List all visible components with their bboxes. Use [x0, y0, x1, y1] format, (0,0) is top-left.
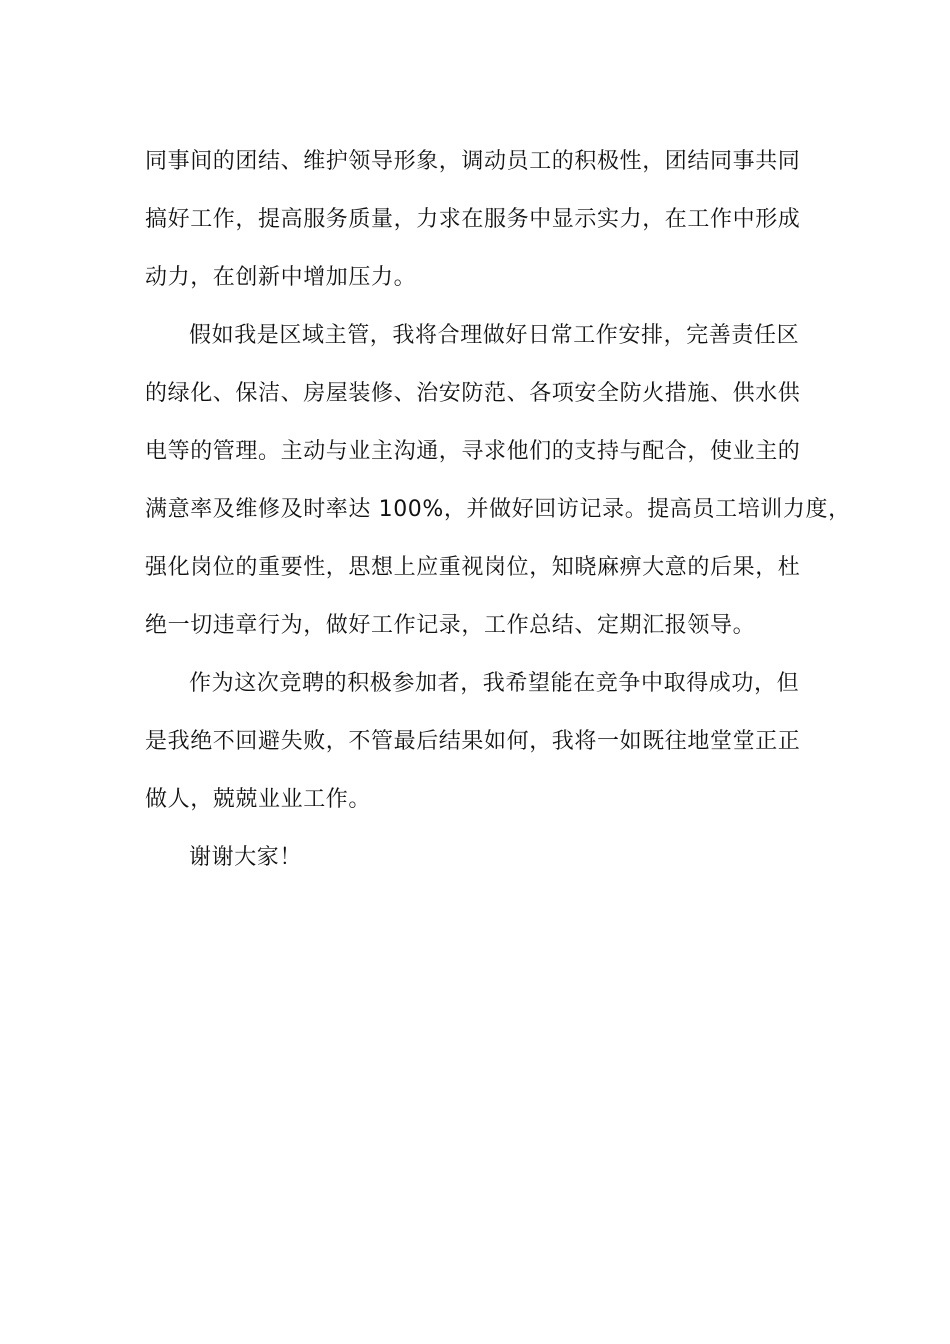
paragraph-1-line-1: 同事间的团结、维护领导形象，调动员工的积极性，团结同事共同: [145, 149, 801, 174]
paragraph-2-line-4: 满意率及维修及时率达 100%，并做好回访记录。提高员工培训力度，: [145, 497, 851, 522]
paragraph-2-line-3: 电等的管理。主动与业主沟通，寻求他们的支持与配合，使业主的: [145, 439, 801, 464]
paragraph-2-line-5: 强化岗位的重要性，思想上应重视岗位，知晓麻痹大意的后果，杜: [145, 555, 801, 580]
document-body: [145, 133, 851, 887]
paragraph-2-line-2: 的绿化、保洁、房屋装修、治安防范、各项安全防火措施、供水供: [145, 381, 801, 406]
paragraph-3-line-2: 是我绝不回避失败，不管最后结果如何，我将一如既往地堂堂正正: [145, 729, 801, 754]
paragraph-1-line-3: 动力，在创新中增加压力。: [145, 265, 417, 290]
closing-thanks: 谢谢大家！: [189, 845, 303, 870]
paragraph-3-line-1: 作为这次竞聘的积极参加者，我希望能在竞争中取得成功，但: [189, 671, 800, 696]
paragraph-3-line-3: 做人，兢兢业业工作。: [145, 787, 372, 812]
paragraph-2-line-6: 绝一切违章行为，做好工作记录，工作总结、定期汇报领导。: [145, 613, 756, 638]
paragraph-1-line-2: 搞好工作，提高服务质量，力求在服务中显示实力，在工作中形成: [145, 207, 801, 232]
paragraph-2-line-1: 假如我是区域主管，我将合理做好日常工作安排，完善责任区: [189, 323, 800, 348]
